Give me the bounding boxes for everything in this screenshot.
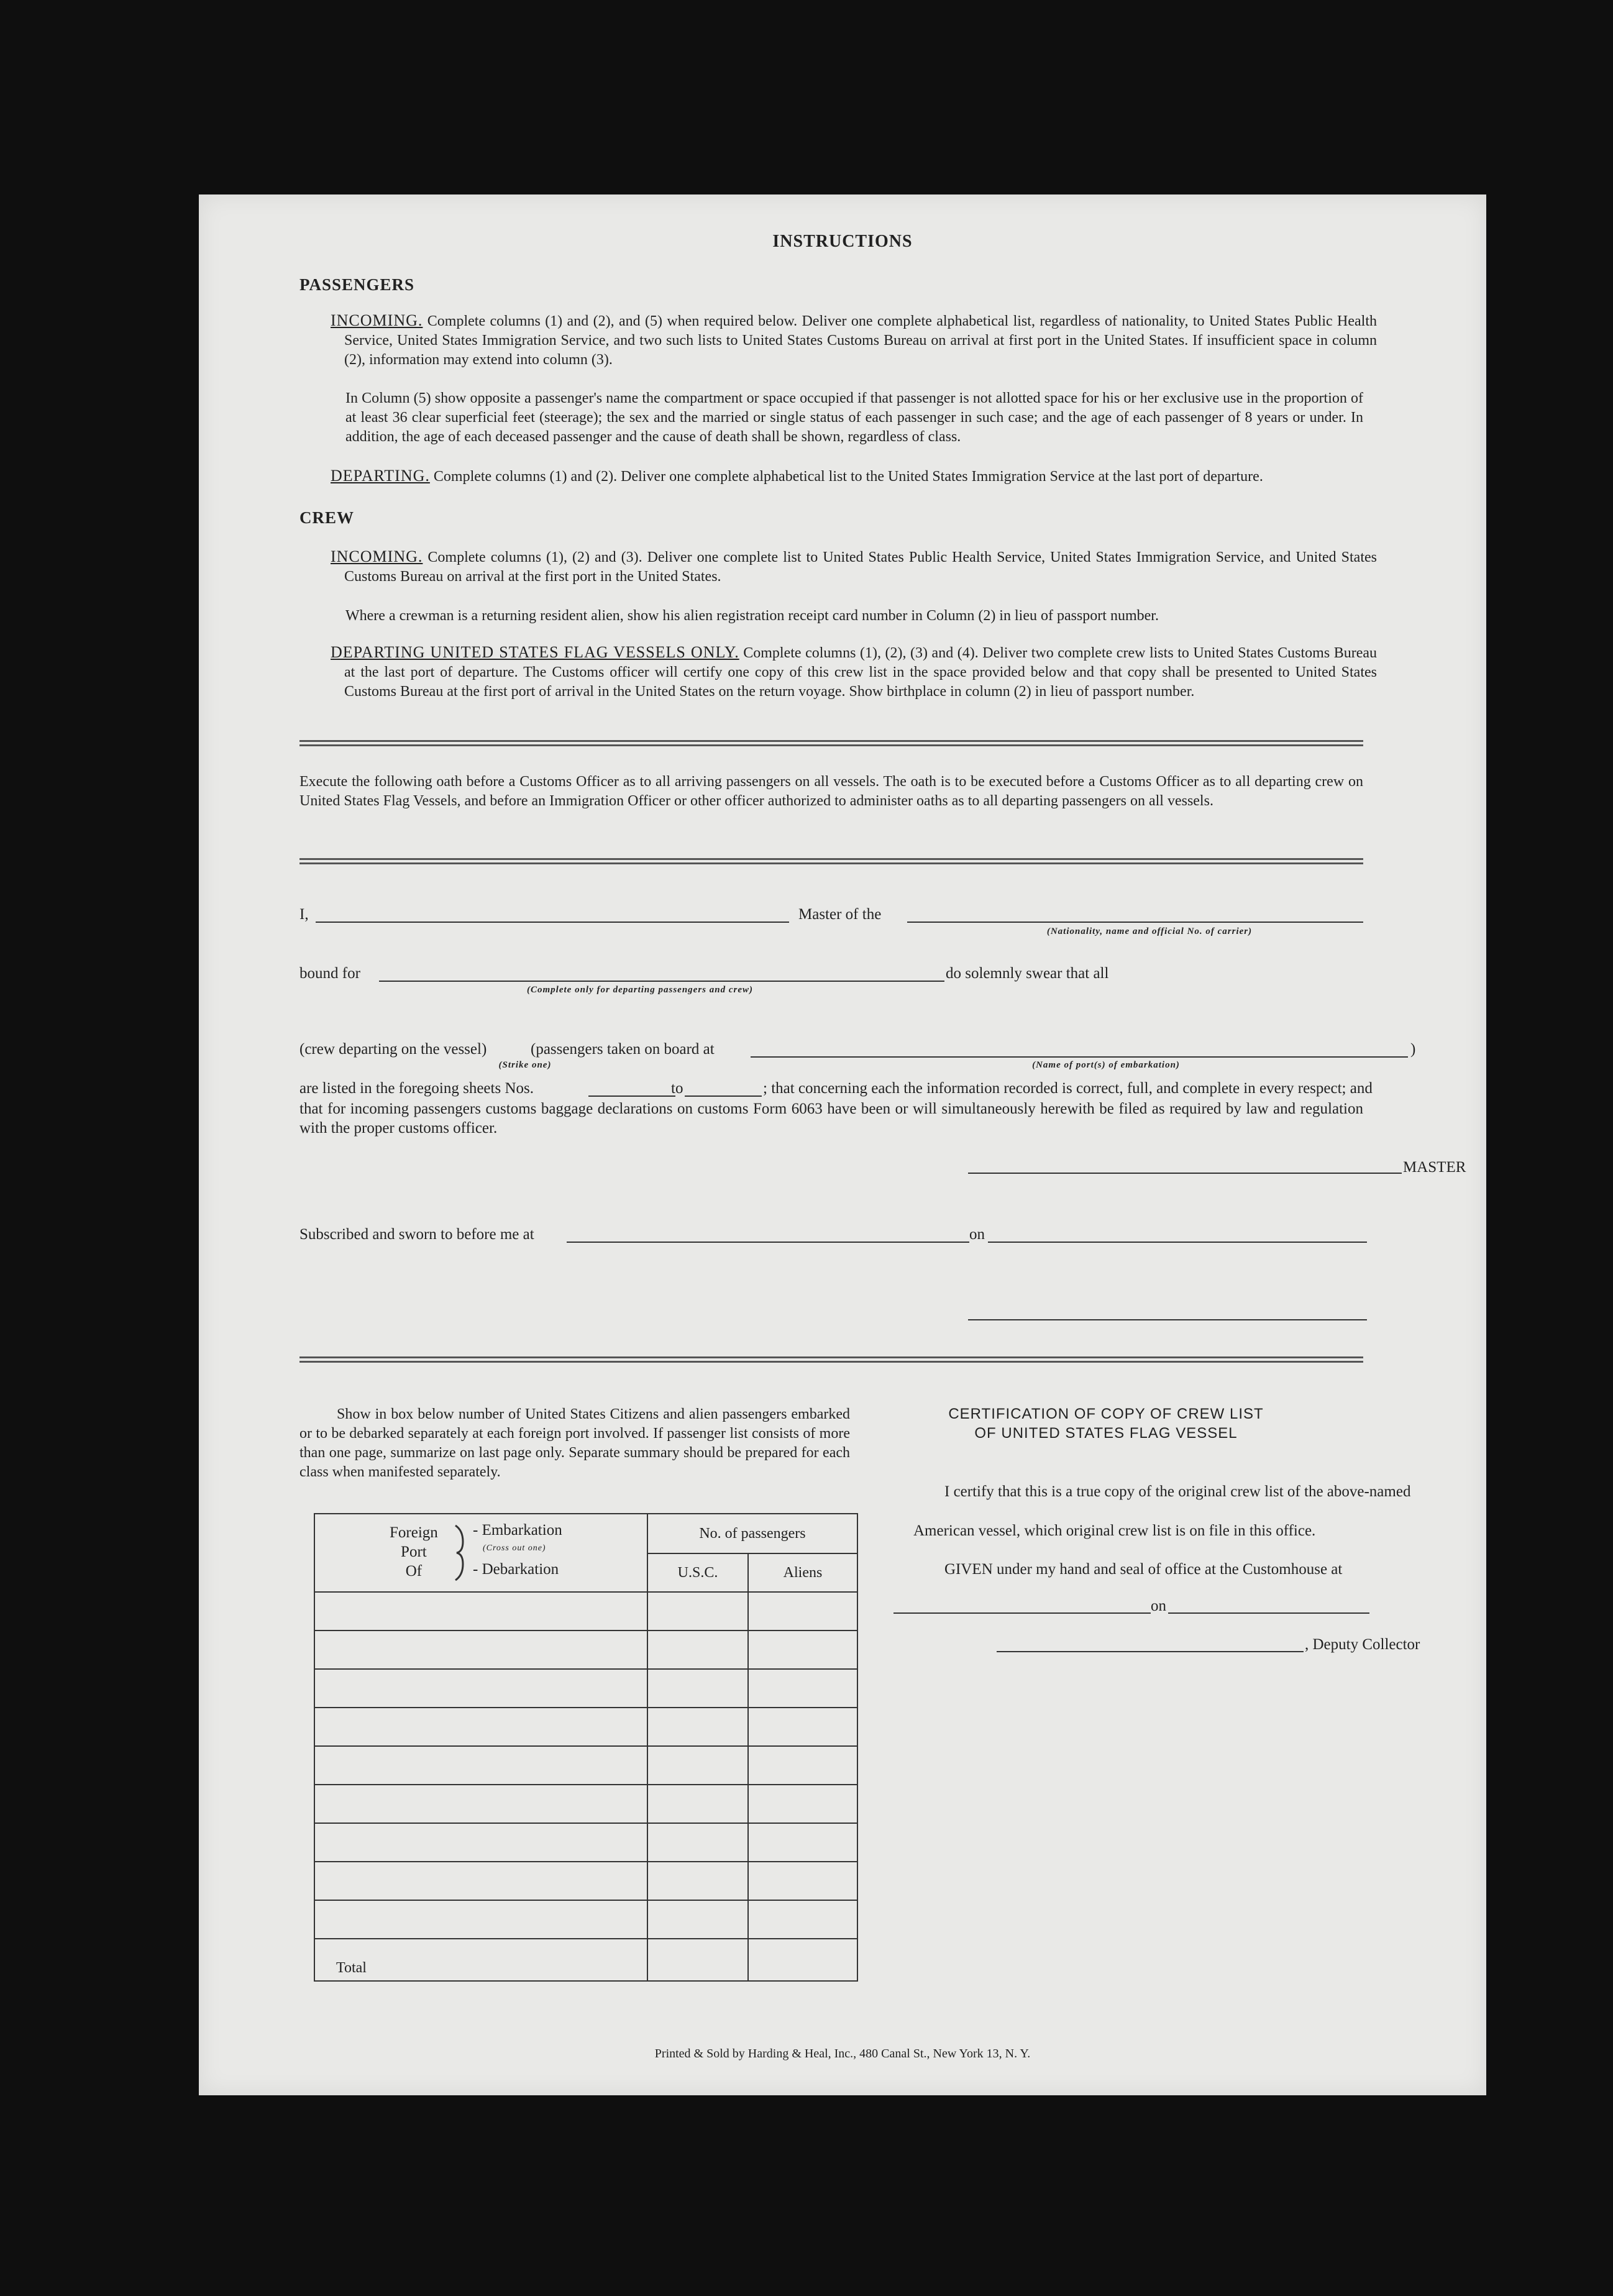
crew-departing-lead: DEPARTING UNITED STATES FLAG VESSELS ONLY. bbox=[331, 643, 739, 661]
debarkation-label: - Debarkation bbox=[473, 1561, 559, 1578]
passengers-incoming-paragraph bbox=[331, 311, 1377, 370]
embarkation-port-line[interactable] bbox=[751, 1056, 1408, 1058]
usc-header: U.S.C. bbox=[647, 1553, 748, 1592]
usc-cell[interactable] bbox=[647, 1862, 748, 1900]
no-of-passengers-header: No. of passengers bbox=[647, 1514, 857, 1553]
usc-cell[interactable] bbox=[647, 1669, 748, 1708]
table-row bbox=[314, 1746, 857, 1785]
port-label: Port bbox=[401, 1544, 427, 1560]
certification-text-2: American vessel, which original crew list is on file in this office. bbox=[913, 1522, 1316, 1539]
aliens-cell[interactable] bbox=[748, 1900, 857, 1939]
crew-departing-text: Complete columns (1), (2), (3) and (4). Deliver two complete crew lists to United States Customs Bureau at the last port of departure. The Customs officer will certify one copy of this crew list in the space provided below and that copy shall be presented to United States Customs Bureau at the first port of arrival in the United States on the return voyage. Show birthplace in column (2) in lieu of passport number. bbox=[344, 645, 1378, 700]
subscribed-on-label: on bbox=[969, 1226, 985, 1243]
table-row bbox=[314, 1669, 857, 1708]
usc-cell[interactable] bbox=[647, 1785, 748, 1823]
subscribed-place-line[interactable] bbox=[567, 1242, 969, 1243]
port-cell[interactable] bbox=[314, 1746, 647, 1785]
subscribed-date-line[interactable] bbox=[988, 1242, 1367, 1243]
deputy-signature-line[interactable] bbox=[997, 1651, 1304, 1652]
to-label: to bbox=[671, 1080, 683, 1097]
port-cell[interactable] bbox=[314, 1823, 647, 1862]
passengers-departing-paragraph bbox=[331, 466, 1363, 487]
listed-rest-text: ; that concerning each the information recorded is correct, full, and complete in every respect; and bbox=[763, 1080, 1373, 1097]
swear-text: do solemnly swear that all bbox=[946, 965, 1109, 982]
certification-on-label: on bbox=[1151, 1598, 1166, 1614]
strike-one-caption: (Strike one) bbox=[498, 1060, 552, 1070]
foreign-port-header bbox=[314, 1514, 647, 1592]
double-rule-3 bbox=[299, 1356, 1363, 1363]
certification-title-line1: CERTIFICATION OF COPY OF CREW LIST bbox=[948, 1406, 1264, 1422]
sheet-to-line[interactable] bbox=[685, 1095, 762, 1097]
port-cell[interactable] bbox=[314, 1631, 647, 1669]
usc-cell[interactable] bbox=[647, 1746, 748, 1785]
officer-signature-line[interactable] bbox=[968, 1319, 1367, 1320]
master-label: MASTER bbox=[1403, 1159, 1466, 1176]
master-name-line[interactable] bbox=[316, 922, 789, 923]
aliens-cell[interactable] bbox=[748, 1862, 857, 1900]
double-rule-1 bbox=[299, 740, 1363, 746]
port-caption: (Name of port(s) of embarkation) bbox=[1032, 1060, 1180, 1070]
bound-for-caption: (Complete only for departing passengers and crew) bbox=[527, 985, 753, 995]
port-cell[interactable] bbox=[314, 1785, 647, 1823]
bound-for-line[interactable] bbox=[379, 981, 944, 982]
crew-departing-paragraph bbox=[331, 643, 1377, 702]
crew-departing-option[interactable]: (crew departing on the vessel) bbox=[299, 1041, 487, 1058]
customhouse-line[interactable] bbox=[893, 1612, 1151, 1614]
certification-title bbox=[913, 1404, 1299, 1443]
embarkation-label: - Embarkation bbox=[473, 1522, 562, 1539]
certification-title-line2: OF UNITED STATES FLAG VESSEL bbox=[974, 1425, 1238, 1442]
certification-text-1: I certify that this is a true copy of the original crew list of the above-named bbox=[944, 1483, 1411, 1500]
table-row bbox=[314, 1862, 857, 1900]
brace-icon bbox=[453, 1523, 468, 1583]
form-page bbox=[199, 194, 1486, 2095]
crew-incoming-lead: INCOMING. bbox=[331, 547, 423, 565]
port-cell[interactable] bbox=[314, 1862, 647, 1900]
usc-cell[interactable] bbox=[647, 1900, 748, 1939]
oath-i-label: I, bbox=[299, 906, 309, 923]
table-row bbox=[314, 1785, 857, 1823]
table-row bbox=[314, 1708, 857, 1746]
summary-header-row-1 bbox=[314, 1514, 857, 1553]
table-row bbox=[314, 1631, 857, 1669]
port-cell[interactable] bbox=[314, 1900, 647, 1939]
total-label: Total bbox=[314, 1939, 647, 1981]
master-signature-line[interactable] bbox=[968, 1173, 1402, 1174]
port-cell[interactable] bbox=[314, 1708, 647, 1746]
passengers-departing-lead: DEPARTING. bbox=[331, 467, 430, 485]
table-row bbox=[314, 1900, 857, 1939]
usc-total-cell[interactable] bbox=[647, 1939, 748, 1981]
aliens-cell[interactable] bbox=[748, 1669, 857, 1708]
total-row bbox=[314, 1939, 857, 1981]
foreign-port-of-labels bbox=[390, 1523, 438, 1581]
foreign-label: Foreign bbox=[390, 1524, 438, 1541]
double-rule-2 bbox=[299, 858, 1363, 864]
table-row bbox=[314, 1592, 857, 1631]
aliens-header: Aliens bbox=[748, 1553, 857, 1592]
crew-resident-paragraph: Where a crewman is a returning resident alien, show his alien registration receipt card number in Column (2) in lieu of passport number. bbox=[345, 608, 1159, 624]
usc-cell[interactable] bbox=[647, 1823, 748, 1862]
instructions-title: INSTRUCTIONS bbox=[772, 232, 913, 251]
bound-for-label: bound for bbox=[299, 965, 360, 982]
passengers-incoming-lead: INCOMING. bbox=[331, 311, 423, 329]
crew-incoming-paragraph bbox=[331, 547, 1377, 587]
aliens-cell[interactable] bbox=[748, 1631, 857, 1669]
usc-cell[interactable] bbox=[647, 1592, 748, 1631]
passengers-taken-option[interactable]: (passengers taken on board at bbox=[531, 1041, 715, 1058]
aliens-cell[interactable] bbox=[748, 1785, 857, 1823]
aliens-cell[interactable] bbox=[748, 1746, 857, 1785]
passengers-heading: PASSENGERS bbox=[299, 275, 415, 294]
passengers-incoming-text: Complete columns (1) and (2), and (5) when required below. Deliver one complete alphabetical list, regardless of nationality, to United States Public Health Service, United States Immigration Service, and two such lists to United States Customs Bureau on arrival at first port in the United States. If insufficient space in column (2), information may extend into column (3). bbox=[344, 313, 1377, 368]
printer-footer: Printed & Sold by Harding & Heal, Inc., 480 Canal St., New York 13, N. Y. bbox=[654, 2047, 1031, 2060]
deputy-collector-label: , Deputy Collector bbox=[1305, 1636, 1420, 1653]
oath-intro-paragraph: Execute the following oath before a Customs Officer as to all arriving passengers on all vessels. The oath is to be executed before a Customs Officer as to all departing crew on United States Flag Vessels, and before an Immigration Officer or other officer authorized to administer oaths as to all departing passengers on all vessels. bbox=[299, 774, 1363, 809]
aliens-total-cell[interactable] bbox=[748, 1939, 857, 1981]
certification-text-3: GIVEN under my hand and seal of office at the Customhouse at bbox=[944, 1561, 1343, 1578]
crew-incoming-text: Complete columns (1), (2) and (3). Deliver one complete list to United States Public Health Service, United States Immigration Service, and United States Customs Bureau on arrival at the first port in the United States. bbox=[344, 549, 1377, 585]
subscribed-label: Subscribed and sworn to before me at bbox=[299, 1226, 534, 1243]
table-row bbox=[314, 1823, 857, 1862]
certification-date-line[interactable] bbox=[1168, 1612, 1369, 1614]
carrier-line[interactable] bbox=[907, 922, 1363, 923]
usc-cell[interactable] bbox=[647, 1631, 748, 1669]
aliens-cell[interactable] bbox=[748, 1823, 857, 1862]
usc-cell[interactable] bbox=[647, 1708, 748, 1746]
master-of-label: Master of the bbox=[798, 906, 882, 923]
of-label: Of bbox=[405, 1563, 423, 1580]
cross-out-caption: (Cross out one) bbox=[483, 1544, 546, 1553]
close-paren: ) bbox=[1410, 1041, 1416, 1058]
passengers-column5-paragraph: In Column (5) show opposite a passenger's name the compartment or space occupied if that passenger is not allotted space for his or her exclusive use in the proportion of at least 36 clear superficial feet (steerage); the sex and the married or single status of each passenger in such case; and the age of each passenger of 8 years or under. In addition, the age of each deceased passenger and the cause of death shall be shown, regardless of class. bbox=[345, 390, 1363, 445]
summary-intro: Show in box below number of United States Citizens and alien passengers embarked or to be debarked separately at each foreign port involved. If passenger list consists of more than one page, summarize on last page only. Separate summary should be prepared for each class when manifested separately. bbox=[299, 1406, 850, 1480]
crew-heading: CREW bbox=[299, 508, 355, 527]
port-cell[interactable] bbox=[314, 1592, 647, 1631]
passengers-departing-text: Complete columns (1) and (2). Deliver one complete alphabetical list to the United States Immigration Service at the last port of departure. bbox=[433, 469, 1263, 485]
carrier-caption: (Nationality, name and official No. of carrier) bbox=[1046, 926, 1253, 936]
aliens-cell[interactable] bbox=[748, 1708, 857, 1746]
passenger-summary-table bbox=[314, 1513, 858, 1982]
port-cell[interactable] bbox=[314, 1669, 647, 1708]
listed-label: are listed in the foregoing sheets Nos. bbox=[299, 1080, 534, 1097]
aliens-cell[interactable] bbox=[748, 1592, 857, 1631]
listed-text-2: that for incoming passengers customs baggage declarations on customs Form 6063 have been or will simultaneously herewith be filed as required by law and regulation with the proper customs officer. bbox=[299, 1100, 1363, 1137]
sheet-from-line[interactable] bbox=[588, 1095, 675, 1097]
